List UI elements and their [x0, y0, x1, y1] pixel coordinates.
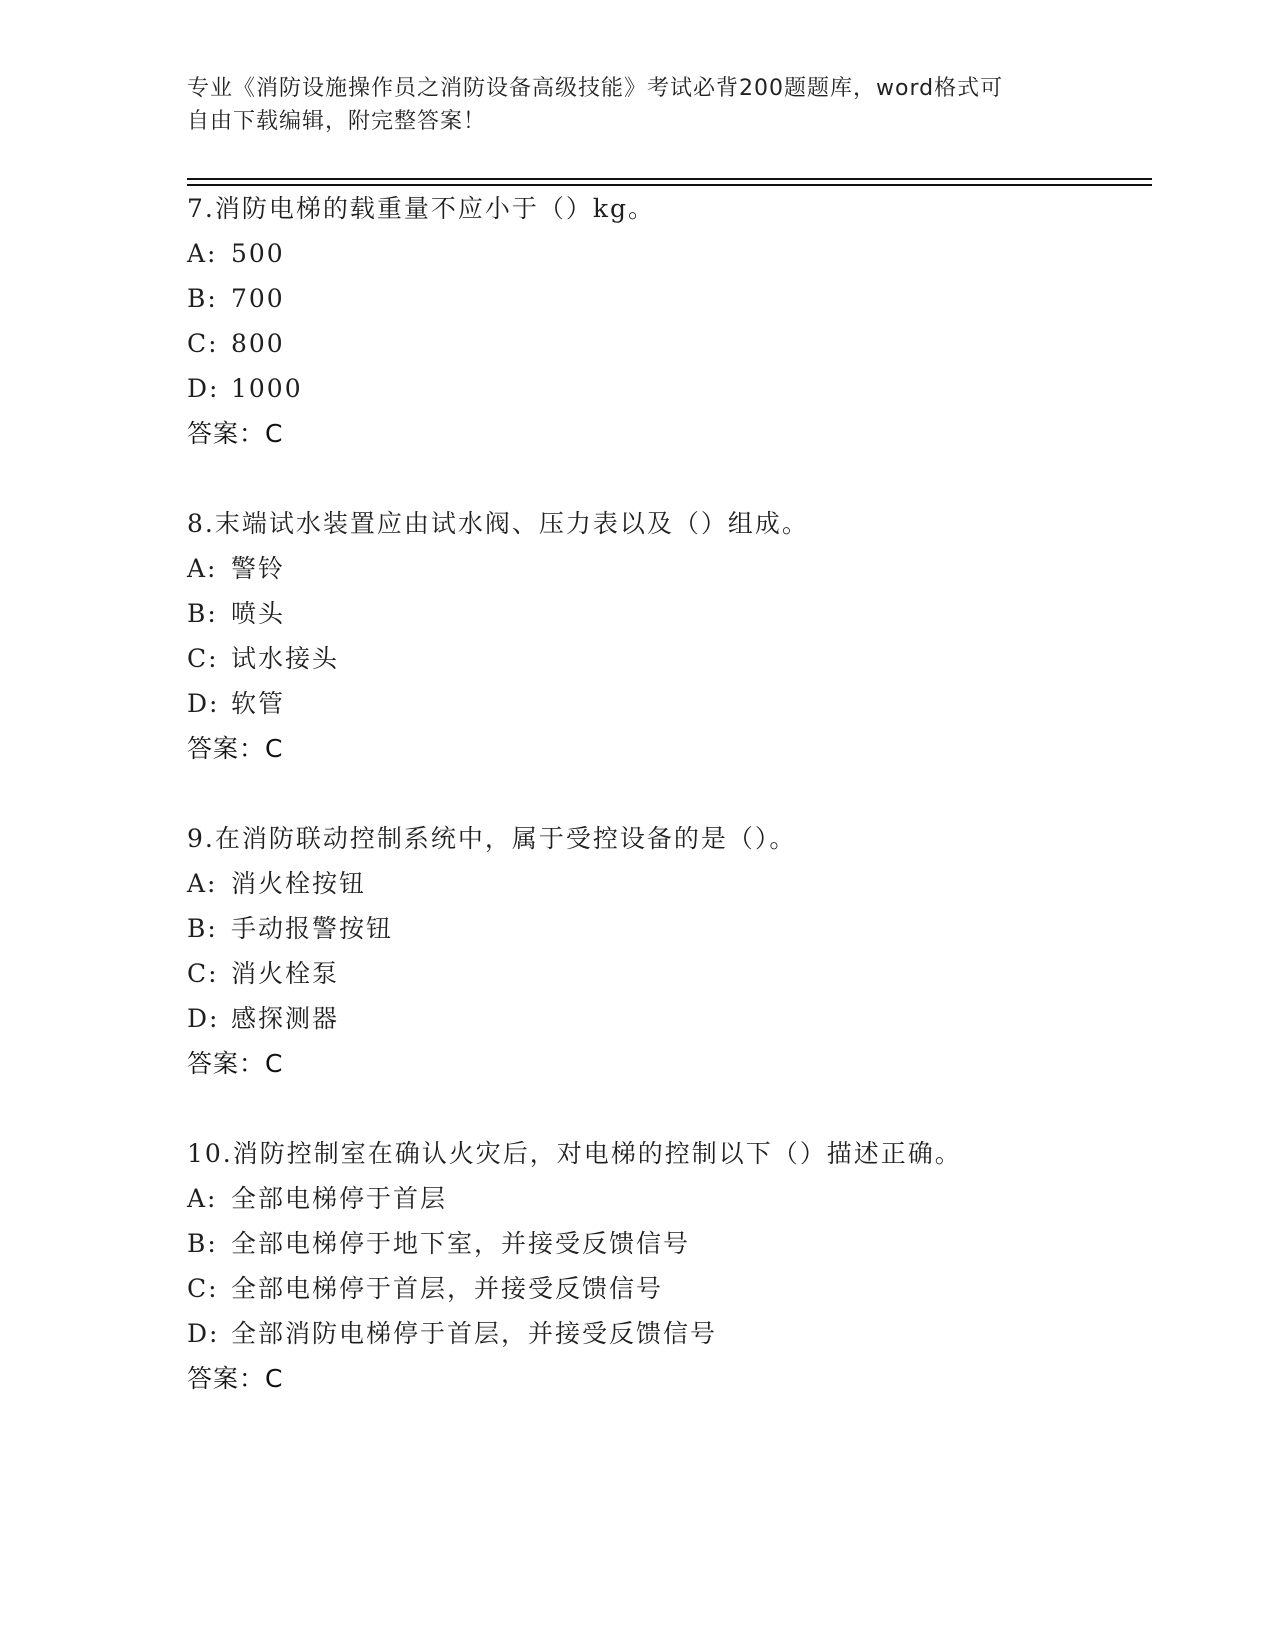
option-letter: B:	[187, 284, 218, 313]
option-text: 警铃	[231, 554, 286, 583]
option-text: 消火栓泵	[231, 959, 340, 988]
option-text: 手动报警按钮	[231, 914, 394, 943]
question-stem: 8.末端试水装置应由试水阀、压力表以及（）组成。	[187, 509, 809, 538]
option-c	[187, 321, 1147, 366]
option-a	[187, 231, 1147, 276]
option-d	[187, 1311, 1147, 1356]
answer-label: 答案：	[187, 734, 266, 763]
question-7	[187, 186, 1147, 456]
option-letter: B:	[187, 599, 218, 628]
option-letter: D:	[187, 374, 220, 403]
option-b	[187, 591, 1147, 636]
option-text: 感探测器	[231, 1004, 340, 1033]
option-text: 500	[231, 239, 285, 268]
answer-value: C	[265, 1364, 284, 1393]
option-c	[187, 1266, 1147, 1311]
option-text: 全部消防电梯停于首层，并接受反馈信号	[231, 1319, 718, 1348]
option-text: 1000	[231, 374, 303, 403]
option-b	[187, 1221, 1147, 1266]
option-text: 消火栓按钮	[231, 869, 367, 898]
document-header	[187, 72, 1067, 138]
answer-value: C	[265, 1049, 284, 1078]
option-a	[187, 1176, 1147, 1221]
answer-line	[187, 726, 1147, 771]
answer-line	[187, 1356, 1147, 1401]
question-8	[187, 501, 1147, 771]
option-text: 全部电梯停于首层，并接受反馈信号	[231, 1274, 664, 1303]
option-letter: B:	[187, 914, 218, 943]
option-letter: C:	[187, 329, 219, 358]
question-10	[187, 1131, 1147, 1401]
option-text: 软管	[231, 689, 286, 718]
answer-value: C	[265, 419, 284, 448]
option-c	[187, 636, 1147, 681]
option-letter: A:	[187, 239, 218, 268]
option-letter: C:	[187, 644, 219, 673]
answer-line	[187, 1041, 1147, 1086]
option-letter: A:	[187, 869, 218, 898]
option-text: 喷头	[231, 599, 286, 628]
option-a	[187, 546, 1147, 591]
answer-label: 答案：	[187, 1364, 266, 1393]
answer-label: 答案：	[187, 419, 266, 448]
option-letter: B:	[187, 1229, 218, 1258]
option-text: 全部电梯停于首层	[231, 1184, 448, 1213]
option-letter: D:	[187, 1319, 220, 1348]
option-letter: D:	[187, 1004, 220, 1033]
question-stem: 9.在消防联动控制系统中，属于受控设备的是（）。	[187, 824, 797, 853]
question-stem: 7.消防电梯的载重量不应小于（）kg。	[187, 194, 656, 223]
option-letter: A:	[187, 1184, 218, 1213]
option-a	[187, 861, 1147, 906]
option-letter: A:	[187, 554, 218, 583]
option-d	[187, 681, 1147, 726]
header-line-2: 自由下载编辑，附完整答案！	[187, 109, 487, 134]
option-letter: C:	[187, 959, 219, 988]
option-letter: C:	[187, 1274, 219, 1303]
option-text: 700	[231, 284, 285, 313]
question-9	[187, 816, 1147, 1086]
answer-label: 答案：	[187, 1049, 266, 1078]
option-d	[187, 996, 1147, 1041]
option-text: 800	[231, 329, 285, 358]
header-divider-top	[187, 178, 1152, 180]
answer-line	[187, 411, 1147, 456]
option-c	[187, 951, 1147, 996]
option-letter: D:	[187, 689, 220, 718]
option-b	[187, 906, 1147, 951]
answer-value: C	[265, 734, 284, 763]
question-stem: 10.消防控制室在确认火灾后，对电梯的控制以下（）描述正确。	[187, 1139, 962, 1168]
option-text: 全部电梯停于地下室，并接受反馈信号	[231, 1229, 691, 1258]
option-b	[187, 276, 1147, 321]
option-text: 试水接头	[231, 644, 340, 673]
header-line-1: 专业《消防设施操作员之消防设备高级技能》考试必背200题题库，word格式可	[187, 76, 1004, 101]
option-d	[187, 366, 1147, 411]
